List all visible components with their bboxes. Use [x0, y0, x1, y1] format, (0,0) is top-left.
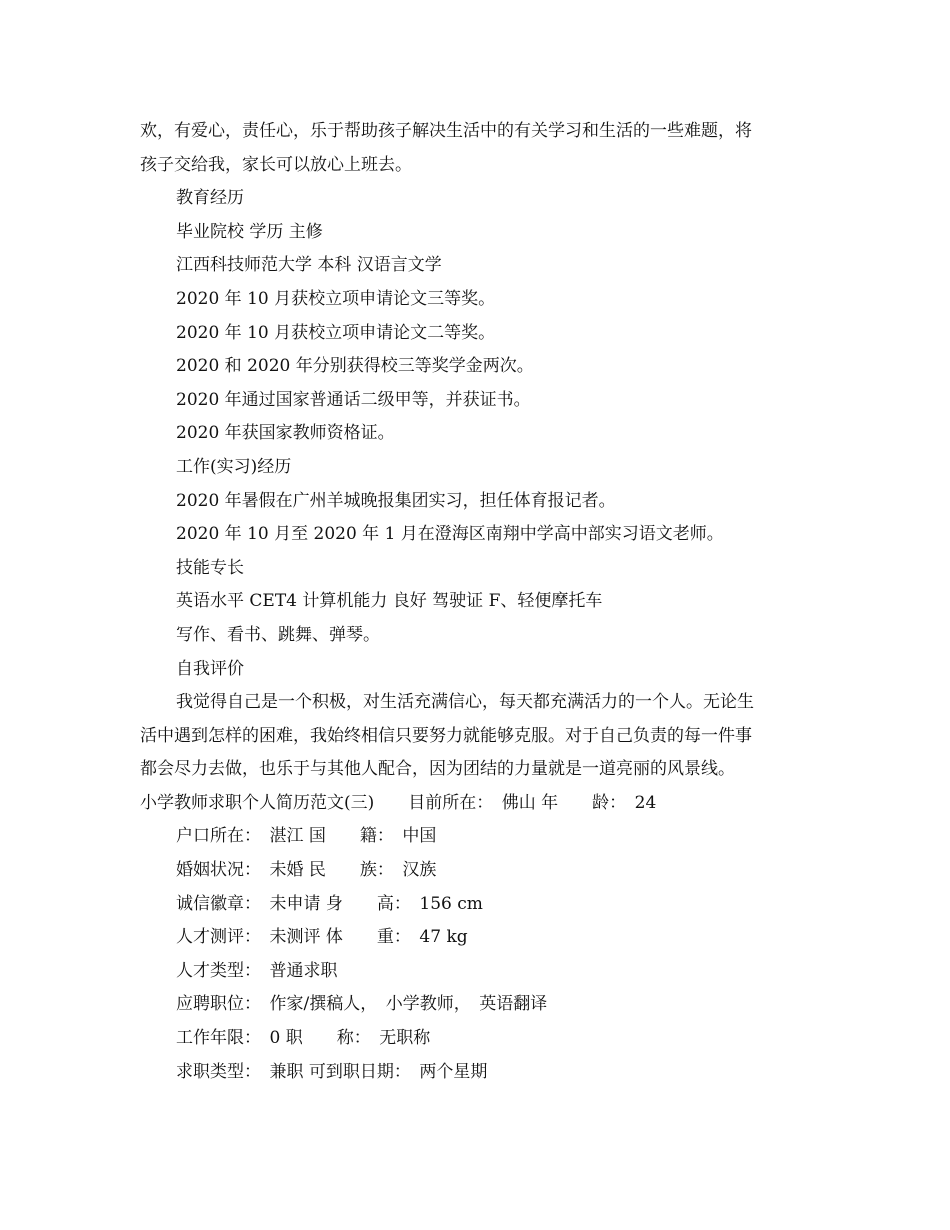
text-line: 2020 和 2020 年分别获得校三等奖学金两次。 — [176, 356, 534, 377]
info-line: 应聘职位： 作家/撰稿人， 小学教师， 英语翻译 — [176, 994, 548, 1015]
text-line: 2020 年 10 月获校立项申请论文二等奖。 — [176, 322, 496, 343]
text-line: 2020 年 10 月至 2020 年 1 月在澄海区南翔中学高中部实习语文老师。 — [176, 524, 724, 545]
resume-title-line: 小学教师求职个人简历范文(三) 目前所在： 佛山 年 龄： 24 — [140, 792, 657, 813]
text-line: 毕业院校 学历 主修 — [176, 221, 323, 242]
text-line: 都会尽力去做，也乐于与其他人配合，因为团结的力量就是一道亮丽的风景线。 — [140, 759, 735, 780]
text-line: 2020 年暑假在广州羊城晚报集团实习，担任体育报记者。 — [176, 490, 616, 511]
info-line: 人才测评： 未测评 体 重： 47 kg — [176, 927, 468, 948]
section-heading-work: 工作(实习)经历 — [176, 456, 292, 477]
section-heading-self-evaluation: 自我评价 — [176, 658, 244, 679]
text-line: 2020 年获国家教师资格证。 — [176, 423, 395, 444]
info-line: 人才类型： 普通求职 — [176, 960, 338, 981]
info-line: 求职类型： 兼职 可到职日期： 两个星期 — [176, 1061, 488, 1082]
info-line: 工作年限： 0 职 称： 无职称 — [176, 1028, 431, 1049]
text-line: 英语水平 CET4 计算机能力 良好 驾驶证 F、轻便摩托车 — [176, 591, 603, 612]
document-body — [140, 115, 820, 1089]
text-line: 2020 年 10 月获校立项申请论文三等奖。 — [176, 288, 496, 309]
text-line: 活中遇到怎样的困难，我始终相信只要努力就能够克服。对于自己负责的每一件事 — [140, 725, 752, 746]
info-line: 户口所在： 湛江 国 籍： 中国 — [176, 826, 437, 847]
info-line: 诚信徽章： 未申请 身 高： 156 cm — [176, 893, 483, 914]
section-heading-education: 教育经历 — [176, 188, 244, 209]
text-line: 写作、看书、跳舞、弹琴。 — [176, 624, 380, 645]
text-line: 孩子交给我，家长可以放心上班去。 — [140, 154, 412, 175]
text-line: 江西科技师范大学 本科 汉语言文学 — [176, 255, 442, 276]
text-line: 欢，有爱心，责任心，乐于帮助孩子解决生活中的有关学习和生活的一些难题，将 — [140, 121, 752, 141]
info-line: 婚姻状况： 未婚 民 族： 汉族 — [176, 860, 437, 881]
text-line: 我觉得自己是一个积极，对生活充满信心，每天都充满活力的一个人。无论生 — [176, 692, 754, 713]
text-line: 2020 年通过国家普通话二级甲等，并获证书。 — [176, 389, 531, 410]
section-heading-skills: 技能专长 — [176, 557, 244, 578]
